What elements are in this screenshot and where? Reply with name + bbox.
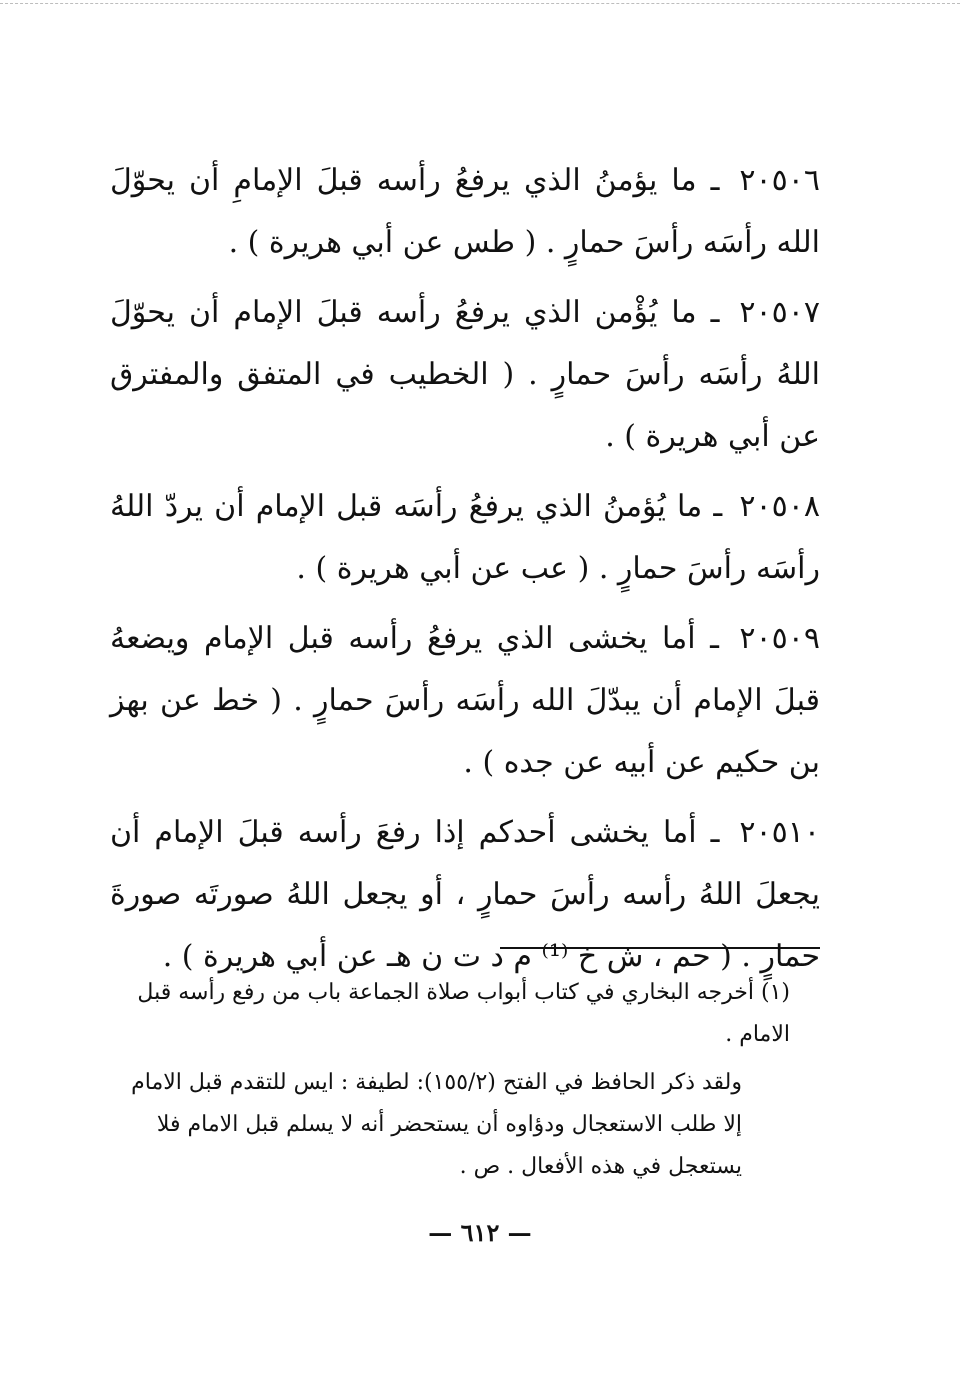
footnote-marker: (١): [760, 980, 790, 1005]
footnote-text: أخرجه البخاري في كتاب أبواب صلاة الجماعة باب من رفع رأسه قبل الامام .: [137, 980, 790, 1047]
hadith-number: ٢٠٥٠٧: [739, 295, 820, 330]
footnote: [110, 972, 790, 1056]
hadith-entry: [110, 282, 820, 468]
footnote-text: ولقد ذكر الحافظ في الفتح (١٥٥/٢): لطيفة : ايس للتقدم قبل الامام إلا طلب الاستعجال ودؤاوه أن يستحضر أنه لا يسلم قبل الامام فلا يستعجل في هذه الأفعال . ص .: [131, 1070, 742, 1179]
hadith-entry: [110, 150, 820, 274]
page-number: — ٦١٢ —: [428, 1218, 532, 1247]
scan-edge-line: [0, 3, 960, 5]
hadith-text: ـ أما يخشى أحدكم إذا رفعَ رأسه قبلَ الإمام أن يجعلَ اللهُ رأسه رأسَ حمارٍ ، أو يجعل اللهُ صورتَه صورةَ حمارٍ . ( حم ، ش خ ⁽¹⁾ م د ت ن هـ عن أبي هريرة ) .: [110, 815, 820, 974]
hadith-number: ٢٠٥٠٦: [739, 163, 820, 198]
hadith-list: [110, 150, 820, 996]
hadith-text: ـ ما يُؤْمن الذي يرفعُ رأسه قبلَ الإمام أن يحوّلَ اللهُ رأسَه رأسَ حمارٍ . ( الخطيب في المتفق والمفترق عن أبي هريرة ) .: [110, 295, 820, 454]
footnote-divider: [500, 947, 820, 949]
hadith-number: ٢٠٥١٠: [739, 815, 820, 850]
hadith-entry: [110, 476, 820, 600]
footnote-note: [110, 1062, 790, 1188]
hadith-entry: [110, 608, 820, 794]
hadith-text: ـ ما يُؤمنُ الذي يرفعُ رأسَه قبل الإمام أن يردّ اللهُ رأسَه رأسَ حمارٍ . ( عب عن أبي هريرة ) .: [110, 489, 820, 586]
hadith-entry: [110, 802, 820, 988]
hadith-text: ـ ما يؤمنُ الذي يرفعُ رأسه قبلَ الإمامِ أن يحوّلَ الله رأسَه رأسَ حمارٍ . ( طس عن أبي هريرة ) .: [110, 163, 820, 260]
hadith-text: ـ أما يخشى الذي يرفعُ رأسه قبل الإمام ويضعهُ قبلَ الإمام أن يبدّلَ الله رأسَه رأسَ حمارٍ . ( خط عن بهز بن حكيم عن أبيه عن جده ) .: [110, 621, 820, 780]
footnotes: [110, 972, 790, 1194]
hadith-number: ٢٠٥٠٨: [739, 489, 820, 524]
hadith-number: ٢٠٥٠٩: [739, 621, 820, 656]
